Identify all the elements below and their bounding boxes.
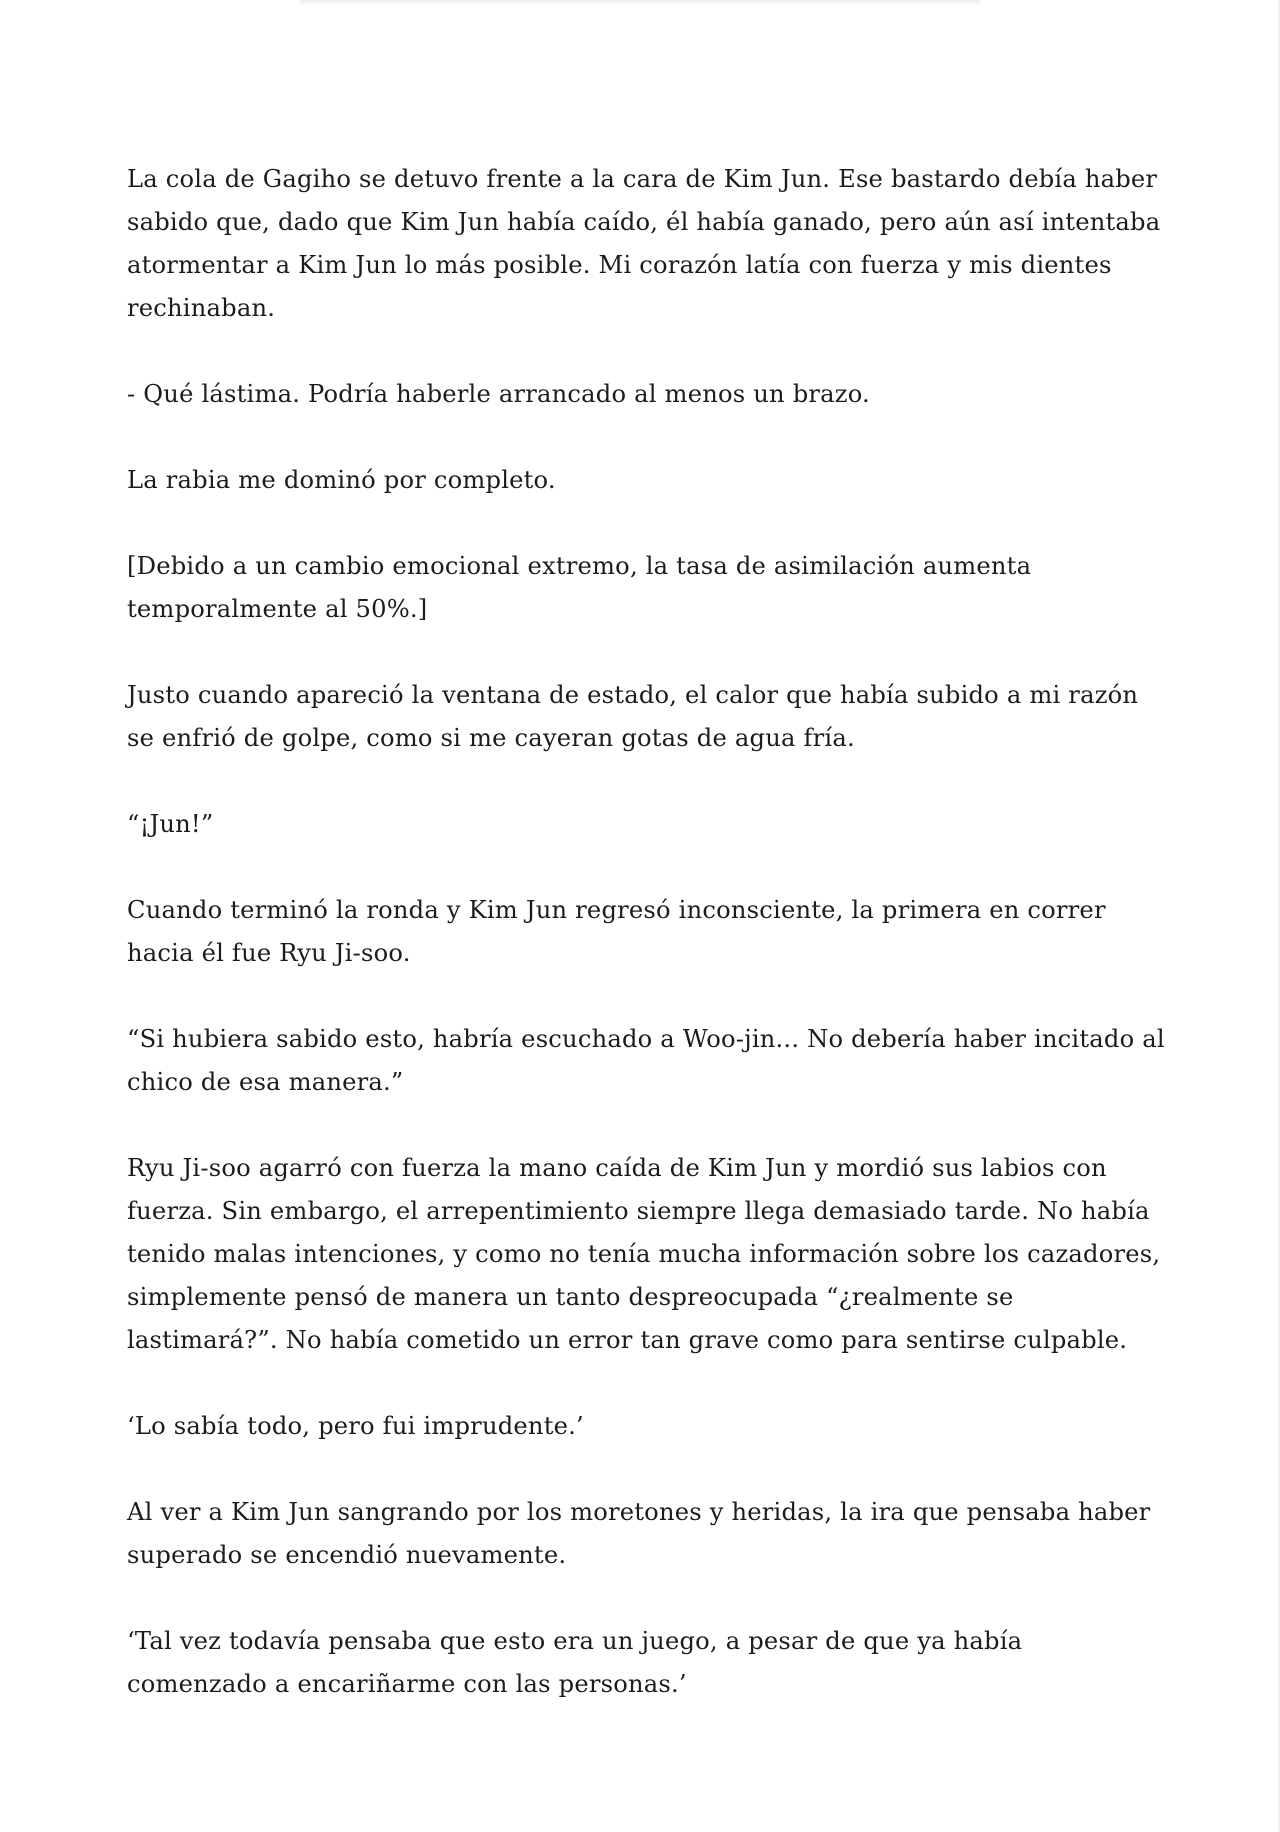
- paragraph: Ryu Ji-soo agarró con fuerza la mano caída de Kim Jun y mordió sus labios con fuerza. Sin embargo, el arrepentimiento siempre llega demasiado tarde. No había tenido malas intenciones, y como no tenía mucha información sobre los cazadores, simplemente pensó de manera un tanto despreocupada “¿realmente se lastimará?”. No había cometido un error tan grave como para sentirse culpable.: [127, 1154, 1161, 1354]
- paragraph: La rabia me dominó por completo.: [127, 466, 556, 494]
- paragraph: ‘Tal vez todavía pensaba que esto era un juego, a pesar de que ya había comenzado a encariñarme con las personas.’: [127, 1627, 1023, 1698]
- paragraph: [Debido a un cambio emocional extremo, la tasa de asimilación aumenta temporalmente al 50%.]: [127, 552, 1032, 623]
- page-top-shadow: [300, 0, 980, 5]
- paragraph: Al ver a Kim Jun sangrando por los moretones y heridas, la ira que pensaba haber superado se encendió nuevamente.: [127, 1498, 1151, 1569]
- paragraph: “¡Jun!”: [127, 810, 214, 838]
- document-body: [127, 158, 1167, 1749]
- paragraph: Justo cuando apareció la ventana de estado, el calor que había subido a mi razón se enfrió de golpe, como si me cayeran gotas de agua fría.: [127, 681, 1139, 752]
- paragraph: - Qué lástima. Podría haberle arrancado al menos un brazo.: [127, 380, 870, 408]
- paragraph: “Si hubiera sabido esto, habría escuchado a Woo-jin... No debería haber incitado al chico de esa manera.”: [127, 1025, 1165, 1096]
- paragraph: ‘Lo sabía todo, pero fui imprudente.’: [127, 1412, 584, 1440]
- paragraph: La cola de Gagiho se detuvo frente a la cara de Kim Jun. Ese bastardo debía haber sabido que, dado que Kim Jun había caído, él había ganado, pero aún así intentaba atormentar a Kim Jun lo más posible. Mi corazón latía con fuerza y mis dientes rechinaban.: [127, 165, 1161, 322]
- paragraph: Cuando terminó la ronda y Kim Jun regresó inconsciente, la primera en correr hacia él fue Ryu Ji-soo.: [127, 896, 1106, 967]
